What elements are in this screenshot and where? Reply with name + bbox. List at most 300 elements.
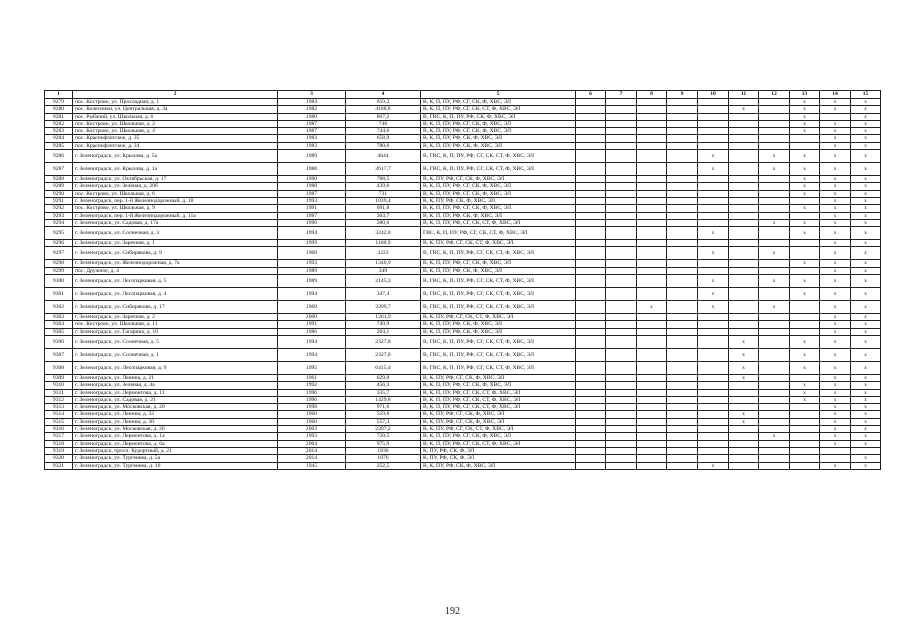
work-mark-col-8	[637, 404, 667, 411]
work-mark-col-10: x	[698, 163, 729, 176]
address-cell: г. Зеленоградск, ул. Лесопарковая, д. 4	[73, 288, 278, 301]
work-mark-col-15: x	[851, 190, 881, 197]
work-mark-col-6	[576, 288, 606, 301]
work-mark-col-14: x	[820, 205, 851, 212]
work-mark-col-11: x	[729, 411, 759, 418]
work-mark-col-9	[667, 247, 698, 260]
work-mark-col-8	[637, 382, 667, 389]
column-header-1: 1	[45, 91, 73, 99]
work-mark-col-6	[576, 150, 606, 163]
systems-cell: В, К, ПУ, РФ, СГ, СК, СТ, Ф, ХВС, ЭЛ	[421, 240, 576, 247]
year-cell: 1994	[278, 288, 346, 301]
area-cell: 1076	[346, 455, 421, 462]
area-cell: 1261,9	[346, 314, 421, 321]
area-cell: 2327,8	[346, 348, 421, 361]
work-mark-col-14: x	[820, 275, 851, 288]
work-mark-col-13	[790, 433, 820, 440]
year-cell: 1989	[278, 150, 346, 163]
page-number: 192	[445, 606, 460, 617]
work-mark-col-15: x	[851, 411, 881, 418]
work-mark-col-9	[667, 219, 698, 226]
systems-cell: В, К, П, ПУ, РФ, СК, Ф, ХВС, ЭЛ	[421, 321, 576, 328]
area-cell: 335,7	[346, 389, 421, 396]
work-mark-col-15: x	[851, 183, 881, 190]
year-cell: 2003	[278, 426, 346, 433]
area-cell: 349	[346, 267, 421, 274]
work-mark-col-6	[576, 411, 606, 418]
work-mark-col-7	[606, 321, 637, 328]
work-mark-col-14: x	[820, 212, 851, 219]
work-mark-col-15: x	[851, 440, 881, 447]
table-row	[45, 348, 881, 361]
table-row	[45, 163, 881, 176]
address-cell: г. Зеленоградск, ул. Лермонтова, д. 6а	[73, 440, 278, 447]
work-mark-col-8	[637, 106, 667, 113]
work-mark-col-13	[790, 301, 820, 314]
address-cell: г. Зеленоградск, ул. Ленина, д. 30	[73, 418, 278, 425]
address-cell: г. Зеленоградск, ул. Солнечная, д. 5	[73, 335, 278, 348]
table-row	[45, 267, 881, 274]
work-mark-col-13: x	[790, 219, 820, 226]
systems-cell: В, ГВС, К, П, ПУ, РФ, СГ, СК, СТ, Ф, ХВС, ЭЛ	[421, 163, 576, 176]
row-id: 9306	[45, 335, 73, 348]
systems-cell: В, ГВС, К, П, ПУ, РФ, СГ, СК, СТ, Ф, ХВС, ЭЛ	[421, 348, 576, 361]
work-mark-col-15: x	[851, 128, 881, 135]
work-mark-col-8	[637, 176, 667, 183]
work-mark-col-13: x	[790, 113, 820, 120]
area-cell: 2397,2	[346, 426, 421, 433]
systems-cell: В, ГВС, К, П, ПУ, РФ, СГ, СК, СТ, Ф, ХВС, ЭЛ	[421, 361, 576, 374]
work-mark-col-14: x	[820, 321, 851, 328]
work-mark-col-7	[606, 128, 637, 135]
work-mark-col-6	[576, 440, 606, 447]
work-mark-col-6	[576, 267, 606, 274]
work-mark-col-10	[698, 314, 729, 321]
row-id: 9300	[45, 275, 73, 288]
address-cell: пос. Кострово, ул. Школьная, д. 9	[73, 205, 278, 212]
work-mark-col-12	[759, 240, 790, 247]
work-mark-col-6	[576, 128, 606, 135]
work-mark-col-14: x	[820, 227, 851, 240]
work-mark-col-11	[729, 240, 759, 247]
systems-cell: В, К, П, ПУ, РФ, СГ, СК, Ф, ХВС, ЭЛ	[421, 190, 576, 197]
work-mark-col-6	[576, 247, 606, 260]
work-mark-col-13: x	[790, 176, 820, 183]
work-mark-col-7	[606, 348, 637, 361]
table-row	[45, 120, 881, 127]
work-mark-col-11	[729, 135, 759, 142]
work-mark-col-10	[698, 176, 729, 183]
systems-cell: ГВС, К, П, ПУ, РФ, СГ, СК, СТ, Ф, ХВС, ЭЛ	[421, 227, 576, 240]
area-cell: 3223	[346, 247, 421, 260]
work-mark-col-15: x	[851, 197, 881, 204]
work-mark-col-6	[576, 396, 606, 403]
systems-cell: В, ГВС, К, П, ПУ, РФ, СГ, СК, СТ, Ф, ХВС, ЭЛ	[421, 247, 576, 260]
row-id: 9281	[45, 113, 73, 120]
work-mark-col-7	[606, 150, 637, 163]
work-mark-col-7	[606, 120, 637, 127]
work-mark-col-14: x	[820, 99, 851, 106]
work-mark-col-6	[576, 447, 606, 454]
work-mark-col-13: x	[790, 120, 820, 127]
table-row	[45, 462, 881, 469]
row-id: 9282	[45, 120, 73, 127]
work-mark-col-11: x	[729, 418, 759, 425]
year-cell: 1987	[278, 190, 346, 197]
work-mark-col-13: x	[790, 205, 820, 212]
area-cell: 2327,8	[346, 335, 421, 348]
work-mark-col-6	[576, 212, 606, 219]
work-mark-col-8	[637, 314, 667, 321]
area-cell: 659,2	[346, 99, 421, 106]
work-mark-col-10	[698, 128, 729, 135]
work-mark-col-10	[698, 374, 729, 381]
work-mark-col-13	[790, 426, 820, 433]
systems-cell: В, К, ПУ, РФ, СГ, СК, Ф, ХВС, ЭЛ	[421, 176, 576, 183]
work-mark-col-6	[576, 389, 606, 396]
systems-cell: В, ГВС, К, П, ПУ, РФ, СГ, СК, СТ, Ф, ХВС, ЭЛ	[421, 301, 576, 314]
work-mark-col-7	[606, 426, 637, 433]
work-mark-col-12	[759, 314, 790, 321]
work-mark-col-8	[637, 361, 667, 374]
work-mark-col-9	[667, 135, 698, 142]
column-header-8: 8	[637, 91, 667, 99]
work-mark-col-7	[606, 183, 637, 190]
work-mark-col-6	[576, 382, 606, 389]
row-id: 9280	[45, 106, 73, 113]
work-mark-col-12	[759, 227, 790, 240]
systems-cell: В, К, ПУ, РФ, СК, Ф, ХВС, ЭЛ	[421, 462, 576, 469]
year-cell: 1991	[278, 321, 346, 328]
year-cell: 1961	[278, 374, 346, 381]
work-mark-col-15: x	[851, 382, 881, 389]
row-id: 9290	[45, 190, 73, 197]
row-id: 9315	[45, 418, 73, 425]
systems-cell: В, ГВС, К, П, ПУ, РФ, СГ, СК, СТ, Ф, ХВС, ЭЛ	[421, 288, 576, 301]
work-mark-col-13: x	[790, 335, 820, 348]
year-cell: 1960	[278, 411, 346, 418]
row-id: 9321	[45, 462, 73, 469]
area-cell: 3399,7	[346, 301, 421, 314]
work-mark-col-7	[606, 288, 637, 301]
work-mark-col-15: x	[851, 150, 881, 163]
address-cell: г. Зеленоградск, ул. Крылова, д. 5а	[73, 150, 278, 163]
work-mark-col-11: x	[729, 374, 759, 381]
systems-cell: В, К, П, ПУ, РФ, СГ, СК, СТ, Ф, ХВС, ЭЛ	[421, 396, 576, 403]
work-mark-col-6	[576, 348, 606, 361]
row-id: 9292	[45, 205, 73, 212]
work-mark-col-14: x	[820, 135, 851, 142]
address-cell: г. Зеленоградск, ул. Лесопарковая, д. 5	[73, 275, 278, 288]
work-mark-col-8	[637, 128, 667, 135]
work-mark-col-10	[698, 212, 729, 219]
area-cell: 303,7	[346, 212, 421, 219]
work-mark-col-6	[576, 361, 606, 374]
table-row	[45, 447, 881, 454]
work-mark-col-14: x	[820, 418, 851, 425]
area-cell: 2617,7	[346, 163, 421, 176]
work-mark-col-11	[729, 404, 759, 411]
work-mark-col-9	[667, 301, 698, 314]
work-mark-col-9	[667, 275, 698, 288]
work-mark-col-9	[667, 404, 698, 411]
row-id: 9312	[45, 396, 73, 403]
work-mark-col-6	[576, 197, 606, 204]
table-row	[45, 404, 881, 411]
work-mark-col-15: x	[851, 135, 881, 142]
work-mark-col-15: x	[851, 260, 881, 267]
work-mark-col-14: x	[820, 426, 851, 433]
work-mark-col-15: x	[851, 348, 881, 361]
work-mark-col-13: x	[790, 396, 820, 403]
work-mark-col-15: x	[851, 247, 881, 260]
work-mark-col-11	[729, 267, 759, 274]
work-mark-col-10	[698, 113, 729, 120]
work-mark-col-13: x	[790, 183, 820, 190]
work-mark-col-11	[729, 183, 759, 190]
work-mark-col-12	[759, 120, 790, 127]
work-mark-col-7	[606, 335, 637, 348]
systems-cell: К, ПУ, РФ, СК, Ф, ЭЛ	[421, 455, 576, 462]
row-id: 9291	[45, 197, 73, 204]
work-mark-col-13	[790, 462, 820, 469]
work-mark-col-6	[576, 426, 606, 433]
work-mark-col-12: x	[759, 433, 790, 440]
work-mark-col-13	[790, 374, 820, 381]
area-cell: 1160,9	[346, 240, 421, 247]
year-cell: 1993	[278, 260, 346, 267]
work-mark-col-12	[759, 197, 790, 204]
address-cell: г. Зеленоградск, ул. Гагарина, д. 10	[73, 328, 278, 335]
area-cell: 252,5	[346, 462, 421, 469]
work-mark-col-14: x	[820, 462, 851, 469]
row-id: 9311	[45, 389, 73, 396]
work-mark-col-15: x	[851, 418, 881, 425]
address-cell: г. Зеленоградск, просп. Курортный, д. 21	[73, 447, 278, 454]
work-mark-col-12: x	[759, 219, 790, 226]
area-cell: 559,8	[346, 411, 421, 418]
column-header-13: 13	[790, 91, 820, 99]
work-mark-col-12	[759, 190, 790, 197]
systems-cell: В, К, ПУ, РФ, СГ, СК, Ф, ХВС, ЭЛ	[421, 418, 576, 425]
work-mark-col-8	[637, 240, 667, 247]
work-mark-col-9	[667, 227, 698, 240]
work-mark-col-11	[729, 455, 759, 462]
table-row	[45, 197, 881, 204]
work-mark-col-13: x	[790, 150, 820, 163]
work-mark-col-7	[606, 462, 637, 469]
row-id: 9294	[45, 219, 73, 226]
address-cell: г. Зеленоградск, ул. Лермонтова, д. 11	[73, 389, 278, 396]
work-mark-col-12: x	[759, 275, 790, 288]
work-mark-col-11	[729, 197, 759, 204]
work-mark-col-14	[820, 455, 851, 462]
year-cell: 1945	[278, 462, 346, 469]
work-mark-col-8	[637, 411, 667, 418]
work-mark-col-6	[576, 314, 606, 321]
row-id: 9304	[45, 321, 73, 328]
table-row	[45, 205, 881, 212]
work-mark-col-6	[576, 328, 606, 335]
work-mark-col-11: x	[729, 361, 759, 374]
work-mark-col-13: x	[790, 389, 820, 396]
work-mark-col-8	[637, 440, 667, 447]
work-mark-col-15: x	[851, 404, 881, 411]
work-mark-col-6	[576, 227, 606, 240]
table-row	[45, 433, 881, 440]
work-mark-col-7	[606, 361, 637, 374]
table-row	[45, 219, 881, 226]
column-header-6: 6	[576, 91, 606, 99]
systems-cell: В, К, П, ПУ, РФ, СГ, СК, Ф, ХВС, ЭЛ	[421, 205, 576, 212]
work-mark-col-15: x	[851, 212, 881, 219]
work-mark-col-8	[637, 389, 667, 396]
work-mark-col-11	[729, 396, 759, 403]
work-mark-col-11	[729, 142, 759, 149]
work-mark-col-11	[729, 382, 759, 389]
year-cell: 1987	[278, 212, 346, 219]
area-cell: 1346,9	[346, 260, 421, 267]
work-mark-col-10	[698, 396, 729, 403]
building-registry-table	[44, 90, 881, 470]
work-mark-col-15: x	[851, 163, 881, 176]
work-mark-col-9	[667, 462, 698, 469]
work-mark-col-11: x	[729, 348, 759, 361]
area-cell: 1836	[346, 447, 421, 454]
row-id: 9309	[45, 374, 73, 381]
work-mark-col-9	[667, 396, 698, 403]
year-cell: 2004	[278, 440, 346, 447]
column-header-15: 15	[851, 91, 881, 99]
work-mark-col-15: x	[851, 120, 881, 127]
work-mark-col-8	[637, 396, 667, 403]
work-mark-col-12	[759, 267, 790, 274]
work-mark-col-13	[790, 240, 820, 247]
address-cell: г. Зеленоградск, ул. Железнодорожная, д. 7а	[73, 260, 278, 267]
work-mark-col-12	[759, 321, 790, 328]
work-mark-col-9	[667, 120, 698, 127]
work-mark-col-9	[667, 411, 698, 418]
year-cell: 1969	[278, 301, 346, 314]
work-mark-col-13: x	[790, 260, 820, 267]
area-cell: 720,5	[346, 433, 421, 440]
work-mark-col-8	[637, 275, 667, 288]
work-mark-col-6	[576, 335, 606, 348]
address-cell: г. Зеленоградск, ул. Лермонтова, д. 1а	[73, 433, 278, 440]
work-mark-col-15: x	[851, 396, 881, 403]
systems-cell: В, К, П, ПУ, РФ, СГ, СК, Ф, ХВС, ЭЛ	[421, 120, 576, 127]
table-row	[45, 150, 881, 163]
area-cell: 4644	[346, 150, 421, 163]
address-cell: пос. Кострово, ул. Прохладная, д. 1	[73, 99, 278, 106]
work-mark-col-10	[698, 418, 729, 425]
work-mark-col-6	[576, 163, 606, 176]
year-cell: 1968	[278, 247, 346, 260]
work-mark-col-10	[698, 260, 729, 267]
work-mark-col-12	[759, 260, 790, 267]
work-mark-col-10: x	[698, 247, 729, 260]
work-mark-col-10: x	[698, 462, 729, 469]
table-row	[45, 361, 881, 374]
work-mark-col-10	[698, 455, 729, 462]
address-cell: г. Зеленоградск, ул. Октябрьская, д. 17	[73, 176, 278, 183]
work-mark-col-11	[729, 260, 759, 267]
work-mark-col-9	[667, 418, 698, 425]
work-mark-col-7	[606, 190, 637, 197]
work-mark-col-13	[790, 267, 820, 274]
work-mark-col-11	[729, 288, 759, 301]
work-mark-col-8	[637, 183, 667, 190]
systems-cell: В, К, П, ПУ, РФ, СГ, СК, СТ, Ф, ХВС, ЭЛ	[421, 404, 576, 411]
work-mark-col-11	[729, 99, 759, 106]
work-mark-col-8	[637, 321, 667, 328]
work-mark-col-11	[729, 314, 759, 321]
table-row	[45, 418, 881, 425]
work-mark-col-11	[729, 163, 759, 176]
row-id: 9279	[45, 99, 73, 106]
work-mark-col-6	[576, 176, 606, 183]
work-mark-col-7	[606, 267, 637, 274]
systems-cell: В, К, П, ПУ, РФ, СК, Ф, ХВС, ЭЛ	[421, 267, 576, 274]
work-mark-col-15: x	[851, 205, 881, 212]
row-id: 9293	[45, 212, 73, 219]
year-cell: 1982	[278, 106, 346, 113]
work-mark-col-14: x	[820, 328, 851, 335]
year-cell: 1993	[278, 197, 346, 204]
systems-cell: В, К, П, ПУ, РФ, СГ, СК, Ф, ХВС, ЭЛ	[421, 128, 576, 135]
year-cell: 1992	[278, 382, 346, 389]
work-mark-col-9	[667, 106, 698, 113]
row-id: 9296	[45, 240, 73, 247]
work-mark-col-11	[729, 219, 759, 226]
work-mark-col-12	[759, 462, 790, 469]
work-mark-col-14: x	[820, 247, 851, 260]
column-header-7: 7	[606, 91, 637, 99]
address-cell: г. Зеленоградск, ул. Ленина, д. 32	[73, 411, 278, 418]
work-mark-col-15: x	[851, 106, 881, 113]
work-mark-col-13: x	[790, 128, 820, 135]
address-cell: г. Зеленоградск, ул. Крылова, д. 1а	[73, 163, 278, 176]
work-mark-col-8	[637, 462, 667, 469]
work-mark-col-11	[729, 321, 759, 328]
column-header-5: 5	[421, 91, 576, 99]
work-mark-col-14: x	[820, 389, 851, 396]
work-mark-col-13: x	[790, 348, 820, 361]
work-mark-col-9	[667, 99, 698, 106]
work-mark-col-8	[637, 328, 667, 335]
systems-cell: В, К, П, ПУ, РФ, СГ, СК, Ф, ХВС, ЭЛ	[421, 183, 576, 190]
table-body	[45, 99, 881, 470]
work-mark-col-14: x	[820, 440, 851, 447]
work-mark-col-7	[606, 389, 637, 396]
year-cell: 2014	[278, 455, 346, 462]
work-mark-col-10	[698, 205, 729, 212]
work-mark-col-11	[729, 433, 759, 440]
work-mark-col-15	[851, 447, 881, 454]
row-id: 9285	[45, 142, 73, 149]
work-mark-col-9	[667, 176, 698, 183]
table-row	[45, 328, 881, 335]
work-mark-col-12	[759, 335, 790, 348]
work-mark-col-7	[606, 135, 637, 142]
work-mark-col-12	[759, 411, 790, 418]
address-cell: пос. Рыбачий, ул. Школьная, д. 6	[73, 113, 278, 120]
work-mark-col-8	[637, 348, 667, 361]
work-mark-col-10	[698, 183, 729, 190]
work-mark-col-12	[759, 113, 790, 120]
work-mark-col-12	[759, 328, 790, 335]
work-mark-col-14: x	[820, 382, 851, 389]
